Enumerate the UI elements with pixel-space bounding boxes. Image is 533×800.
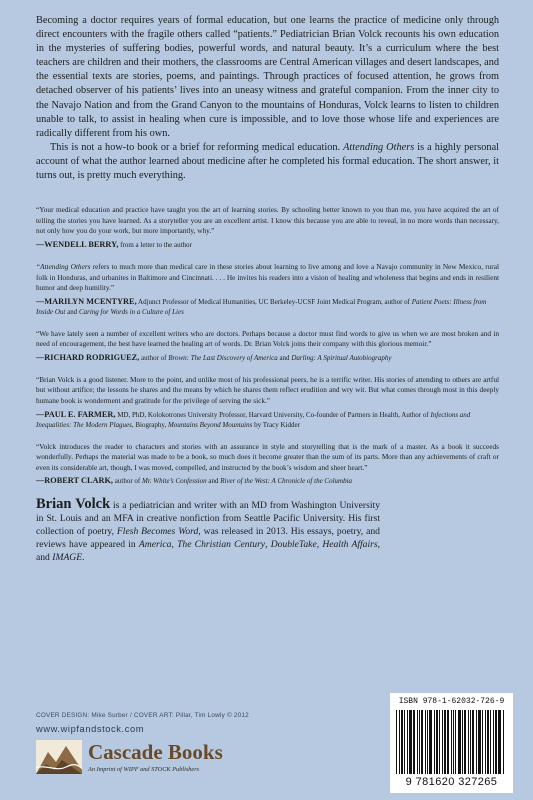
- endorsement-text: “Brian Volck is a good listener. More to the point, and unlike most of his professional peers, he is a terrific writer. His stories of attending to others are artful but without artifice; the lessons he shares and the means by which he shares them reflect erudition and wry wit. But what comes through most in this deeply humane book is wonderment and gratitude for the privilege of serving the sick.”: [36, 374, 499, 406]
- barcode-bar: [407, 710, 408, 774]
- endorsement-attribution: —PAUL E. FARMER, MD, PhD, Kolokotrones University Professor, Harvard University, Co-founder of Partners in Health, Author of Infections and Inequalities: The Modern Plagues, Biography, Mountains Beyond Mountains by Tracy Kidder: [36, 409, 471, 429]
- barcode-bar: [464, 710, 466, 774]
- barcode-icon: [396, 710, 507, 774]
- barcode-bar: [453, 710, 454, 774]
- barcode-bar: [470, 710, 471, 774]
- barcode-bar: [401, 710, 403, 774]
- endorsement-mcentyre: [36, 262, 499, 317]
- cover-credits: COVER DESIGN: Mike Surber / COVER ART: Pillar, Tim Lowly © 2012: [36, 712, 249, 719]
- barcode-bar: [396, 710, 397, 774]
- barcode-bar: [429, 710, 432, 774]
- barcode-bar: [409, 710, 412, 774]
- endorsement-berry: [36, 205, 499, 250]
- barcode-bar: [482, 710, 483, 774]
- barcode-bar: [493, 710, 494, 774]
- barcode-bar: [399, 710, 400, 774]
- barcode-bar: [436, 710, 438, 774]
- publisher-logo: [36, 740, 256, 780]
- barcode-bar: [476, 710, 477, 774]
- barcode-bar: [478, 710, 481, 774]
- endorsement-text: “Attending Others refers to much more than medical care in these stories about learning to live among and love a Navajo community in New Mexico, rural folk in Honduras, and urbanites in Baltimore and Cincinnati. . . . He invites his readers into a vision of healing and wholeness that begins and ends in resilient humor and deep humility.”: [36, 261, 499, 293]
- barcode-bar: [404, 710, 405, 774]
- endorsement-text: “We have lately seen a number of excellent writers who are doctors. Perhaps because a doctor must find words to give us when we are most broken and in need of encouragement, the best have learned the healing art of words. Dr. Brian Volck joins their company with this glorious memoir.”: [36, 328, 499, 349]
- endorsement-farmer: [36, 375, 499, 430]
- barcode-bar: [444, 710, 446, 774]
- publisher-tagline: An Imprint of WIPF and STOCK Publishers: [88, 766, 200, 773]
- barcode-bar: [425, 710, 426, 774]
- description-paragraph-2: This is not a how-to book or a brief for reforming medical education. Attending Others is a highly personal account of what the author learned about medicine after he completed his formal education. The short answer, it turns out, is pretty much everything.: [36, 141, 500, 182]
- barcode-bar: [490, 710, 491, 774]
- publisher-name: Cascade Books: [88, 740, 223, 764]
- barcode-bar: [503, 710, 504, 774]
- barcode-bar: [472, 710, 474, 774]
- barcode-bar: [419, 710, 420, 774]
- description: [36, 14, 499, 183]
- endorsement-rodriguez: [36, 329, 499, 363]
- barcode-number: 9 781620 327265: [405, 776, 498, 788]
- barcode-bar: [447, 710, 449, 774]
- barcode-bar: [421, 710, 423, 774]
- barcode-bar: [417, 710, 418, 774]
- publisher-website[interactable]: www.wipfandstock.com: [36, 724, 145, 734]
- barcode-bar: [485, 710, 486, 774]
- barcode-bar: [451, 710, 452, 774]
- barcode-bar: [455, 710, 456, 774]
- barcode-bar: [487, 710, 489, 774]
- author-name: Brian Volck: [36, 496, 111, 513]
- endorsement-text: “Your medical education and practice have taught you the art of learning stories. By schooling better known to you than me, you have acquired the art of telling the stories you have learned. As a storyteller you are an excellent artist. I know this because you are able to reveal, in no more words than necessary, not only how you do your work, but more importantly, why.”: [36, 205, 499, 236]
- barcode-bar: [439, 710, 440, 774]
- barcode-bar: [498, 710, 501, 774]
- endorsement-attribution: —MARILYN MCENTYRE, Adjunct Professor of Medical Humanities, UC Berkeley-UCSF Joint Medical Program, author of Patient Poets: Illness from Inside Out and Caring for Words in a Culture of Lies: [36, 296, 487, 316]
- isbn-label: ISBN 978-1-62032-726-9: [398, 697, 505, 706]
- barcode-panel: [390, 693, 513, 793]
- barcode-bar: [413, 710, 415, 774]
- barcode-bar: [442, 710, 443, 774]
- mountain-logo-icon: [36, 740, 82, 774]
- barcode-bar: [434, 710, 435, 774]
- barcode-bar: [468, 710, 469, 774]
- barcode-bar: [427, 710, 428, 774]
- barcode-bar: [462, 710, 463, 774]
- author-bio: Brian Volck is a pediatrician and writer with an MD from Washington University in St. Louis and an MFA in creative nonfiction from Seattle Pacific University. His first collection of poetry, Flesh Becomes Word, was released in 2013. His essays, poetry, and reviews have appeared in America, The Christian Century, DoubleTake, Health Affairs, and IMAGE.: [36, 496, 381, 563]
- endorsement-attribution: —RICHARD RODRIGUEZ, author of Brown: The Last Discovery of America and Darling: A Spiritual Autobiography: [36, 352, 392, 362]
- endorsement-attribution: —ROBERT CLARK, author of Mr. White’s Confession and River of the West: A Chronicle of the Columbia: [36, 476, 353, 486]
- book-title: Attending Others: [343, 141, 415, 153]
- barcode-bar: [495, 710, 497, 774]
- endorsement-text: “Volck introduces the reader to characters and stories with an assurance in style and storytelling that is the mark of a master. As a book it succeeds wonderfully. Perhaps the material was made to be a book, so much does it become greater than the sum of its parts. More than any achievements of craft or even its considerable art, though, I was moved, compelled, and instructed by the book’s wisdom and sheer heart.”: [36, 441, 499, 472]
- description-paragraph-1: Becoming a doctor requires years of formal education, but one learns the practice of medicine only through direct encounters with the fragile others called “patients.” Pediatrician Brian Volck recounts his own education in the mysteries of suffering bodies, powerful words, and natural beauty. It’s a curriculum where the best teachers are children and their mothers, the classrooms are Central American villages and desert landscapes, and the essential texts are stories, poems, and paintings. Through practices of focused attention, he grows from detached observer of his patients’ lives into an uneasy witness and grateful companion. From the inner city to the Navajo Nation and from the Grand Canyon to the mountains of Honduras, Volck learns to listen to children unable to talk, to assist in healing when cure is impossible, and to love those whose life and experiences are radically different from his own.: [36, 15, 499, 139]
- endorsement-attribution: —WENDELL BERRY, from a letter to the author: [36, 239, 192, 249]
- endorsement-clark: [36, 442, 499, 487]
- barcode-bar: [458, 710, 461, 774]
